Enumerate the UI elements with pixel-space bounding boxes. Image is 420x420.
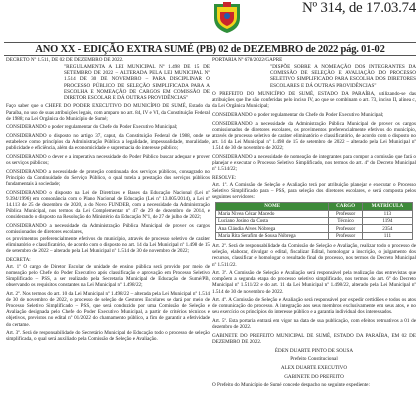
table-cell: Maria Nivea Cézar Macedo (216, 210, 329, 217)
signatory-role: Prefeito Constitucional (290, 356, 338, 363)
article: Art. 3º. Será de responsabilidade do Secretário Municipal de Educação todo o processo de seleção simplificada, o qual será auxiliado pela Comissão de Seleção e Avaliação. (6, 330, 210, 343)
right-column (212, 57, 416, 391)
portaria-ementa: "DISPÕE SOBRE A NOMEAÇÃO DOS INTEGRANTES DA COMISSÃO DE SELEÇÃO E AVALIAÇÃO DO PROCESSO SELETIVO SIMPLIFICADO PARA ESCOLHA DOS DIRETORES ESCOLARES E DÁ OUTRAS PROVIDÊNCIAS" (270, 64, 416, 89)
paragraph: O PREFEITO DO MUNICÍPIO DE SUMÉ, ESTADO DA PARAÍBA, utilizando-se das atribuições que lhe são conferidas pelo inciso IV, ao que se combinam o art. 73, inciso II, alínea c, da Lei Orgânica Municipal; (212, 91, 416, 110)
article: Art. 3º. A Comissão de Seleção e Avaliação será responsável pela realização das entrevistas que compõem a segunda etapa do processo seletivo simplificado, nos termos do art. 6º do Decreto Municipal nº 1.511/22 e do art. 11 da Lei Municipal nº 1.498/22, alterado pela Lei Municipal nº 1.514 de 30 de novembro de 2022. (212, 270, 416, 295)
paragraph: CONSIDERANDO a necessidade da Administração Pública Municipal de prover os cargos comissionados de diretores escolares, os provimentos preferencialmente efetivos do município, através de processo seletivo de caráter eliminatório e classificatório, de acordo com o disposto no art. 14 da Lei Municipal nº 1.498 de 15 de setembro de 2022 – alterado pela Lei Municipal nº 1.514 de 30 de novembro de 2022; (212, 120, 416, 152)
table-cell: 1194 (362, 218, 412, 225)
decree-title: DECRETO Nº 1.511, DE 02 DE DEZEMBRO DE 2022. (6, 57, 124, 63)
signatory-name: ÉDEN DUARTE PINTO DE SOUSA (274, 347, 354, 354)
signature-place: GABINETE DO PREFEITO MUNICIPAL DE SUMÉ, ESTADO DA PARAÍBA, EM 02 DE DEZEMBRO DE 2022. (212, 332, 416, 345)
article: Art. 5º. Esta portaria entrará em vigor na data de sua publicação, com efeitos retroativos a 01 de dezembro de 2022. (212, 318, 416, 331)
table-cell: 2354 (362, 225, 412, 232)
column-header: NOME (216, 203, 329, 210)
paragraph: os provimentos preferencialmente efetivos do município, através de processo seletivo de caráter eliminatório e classificatório, de acordo com o disposto no art. 14 da Lei Municipal nº 1.498 de 15 de setembro de 2022 – alterado pela Lei Municipal nº 1.514 de 30 de novembro de 2022; (6, 235, 210, 255)
table-row (216, 218, 413, 225)
table-header-row (216, 203, 413, 210)
table-cell: Professor (329, 232, 362, 239)
table-row (216, 210, 413, 217)
table-cell: Professor (329, 210, 362, 217)
paragraph: CONSIDERANDO o poder regulamentar do Chefe do Poder Executivo Municipal; (6, 124, 178, 131)
decreta-heading: DECRETA: (6, 256, 31, 263)
paragraph: CONSIDERANDO o disposto no artigo 37, caput, da Constituição Federal de 1988, onde se estabelece como princípios da Administração Pública a legalidade, impessoalidade, moralidade, publicidade e eficiência, além da economicidade e supremacia do interesse público; (6, 133, 210, 152)
column-header: MATRÍCULA (362, 203, 412, 210)
decree-ementa: "REGULAMENTA A LEI MUNICIPAL Nº 1.498 DE 15 DE SETEMBRO DE 2022 – ALTERADA PELA LEI MUNICIPAL Nº 1.514 DE 30 DE NOVEMBRO – PARA DISCIPLINAR O PROCESSO PÚBLICO DE SELEÇÃO SIMPLIFICADA PARA A ESCOLHA E NOMEAÇÃO DE CARGOS EM COMISSÃO DE DIRETOR ESCOLAR E DÁ OUTRAS PROVIDÊNCIAS" (64, 64, 210, 101)
paragraph: CONSIDERANDO a necessidade da Administração Pública Municipal de prover os cargos comissionados de diretores escolares, (6, 222, 210, 235)
table-row (216, 232, 413, 239)
article: Art. 2º. Será de responsabilidade da Comissão de Seleção e Avaliação, realizar todo o processo de seleção, elaborar, divulgar o edital, fiscalizar Edital, homologar a inscrição, o julgamento dos recursos, classificar e homologar o resultado final do processo, nos termos do Decreto Municipal nº 1.511/22. (212, 243, 416, 268)
table-row (216, 225, 413, 232)
top-divider (4, 42, 416, 43)
table-cell: 113 (362, 210, 412, 217)
edition-line: ANO XX - EDIÇÃO EXTRA SUMÉ (PB) 02 de DEZEMBRO de 2022 pág. 01-02 (35, 44, 385, 55)
article: Art. 1º O cargo de Diretor Escolar de unidade de ensino pública será provido por meio de nomeação pelo Chefe do Poder Executivo após classificação e aprovação em Processo Seletivo Simplificado – PSS, a ser realizado pela Secretaria Municipal de Educação de Sumé/PB, observando os requisitos constantes na Lei Municipal nº 1.498/22; (6, 264, 210, 289)
gazette-header (0, 0, 420, 42)
paragraph: CONSIDERANDO o disposto na Lei de Diretrizes e Bases da Educação Nacional (Lei nº 9.394/1996) em consonância com o Plano Nacional de Educação (Lei nº 13.005/2014), a Lei nº 14.113 de 25 de dezembro de 2020, a do Novo FUNDEB, com a necessidade da Administração Pública Municipal, nos termos da Lei Complementar nº 47 de 29 de dezembro de 2014, e considerando o disposto na Resolução do Ministério da Educação Nº1, de 27 de julho de 2022; (6, 189, 210, 220)
article: Art. 2º. Nos termos do art. 10 da Lei Municipal nº 1.498/22 – alterada pela Lei Municipal nº 1.514 de 30 de novembro de 2022, o processo de seleção de Gestores Escolares se dará por meio de Processo Seletivo Simplificado – PSS, que será conduzido por uma Comissão de Seleção e Avaliação designada pelo Chefe do Poder Executivo Municipal, a partir de critérios técnicos e objetivos, previstos no edital nº 01/2022 do chamamento público, a fim de garantir a efetividade do certame. (6, 291, 210, 328)
signatory-name-2: ALEX DUARTE EXECUTIVO (280, 365, 348, 372)
paragraph: CONSIDERANDO o dever e a imperativa necessidade do Poder Público buscar adequar e prover os serviços públicos; (6, 153, 210, 166)
table-cell: Técnico (329, 218, 362, 225)
law-number: Nº 314, de 17.03.74 (302, 0, 416, 16)
coat-of-arms-icon (210, 0, 244, 34)
table-cell: Professor (329, 225, 362, 232)
commission-table (215, 202, 413, 240)
table-cell: Maria Rita Serafim de Sousa Nóbrega (216, 232, 329, 239)
table-cell: Ana Cláudia Alves Nóbrega (216, 225, 329, 232)
paragraph: CONSIDERANDO a necessidade de proteção continuada dos serviços públicos, consagrado no Princípio da Continuidade do Serviço Público, o qual tutela a prestação dos serviços públicos fundamentais à sociedade; (6, 168, 210, 187)
resolve-heading: RESOLVE: (212, 174, 237, 181)
edition-divider (4, 55, 416, 56)
paragraph: O Prefeito do Município de Sumé concede despacho no seguinte expediente: (212, 382, 370, 389)
paragraph: CONSIDERANDO a necessidade de nomeação de integrantes para compor a comissão que fará o planejar e executar o Processo Seletivo Simplificado, nos termos do art. 4º do Decreto Municipal nº 1.514/22; (212, 153, 416, 173)
article: Art. 4º. A Comissão de Seleção e Avaliação será responsável por expedir certidões e todos os atos de comunicação do processo. A integração aos seus membros exclusivamente em seus atos, e no seu exercício os princípios do interesse público e a garantia individual dos interessados. (212, 297, 416, 316)
table-cell: 111 (362, 232, 412, 239)
signatory-role-2: GABINETE DO PREFEITO (284, 373, 344, 380)
column-header: CARGO (329, 203, 362, 210)
paragraph: Faço saber que o CHEFE DO PODER EXECUTIVO DO MUNICÍPIO DE SUMÉ, Estado da Paraíba, no uso de suas atribuições legais, com amparo no art. 84, IV e VI, da Constituição Federal de 1988; na Lei Orgânica do Município de Sumé; (6, 103, 210, 122)
table-cell: Luciano Josino da Costa (216, 218, 329, 225)
portaria-title: PORTARIA Nº 678/2022/GAPRE (212, 57, 283, 63)
paragraph: CONSIDERANDO o poder regulamentar do Chefe do Poder Executivo Municipal; (212, 112, 384, 119)
article: Art. 1º. A Comissão de Seleção e Avaliação terá por atribuição planejar e executar o Processo Seletivo Simplificado para – PSS, para seleção dos diretores escolares, e será composta pelos seguintes servidores: (212, 182, 416, 201)
left-column (6, 57, 210, 345)
